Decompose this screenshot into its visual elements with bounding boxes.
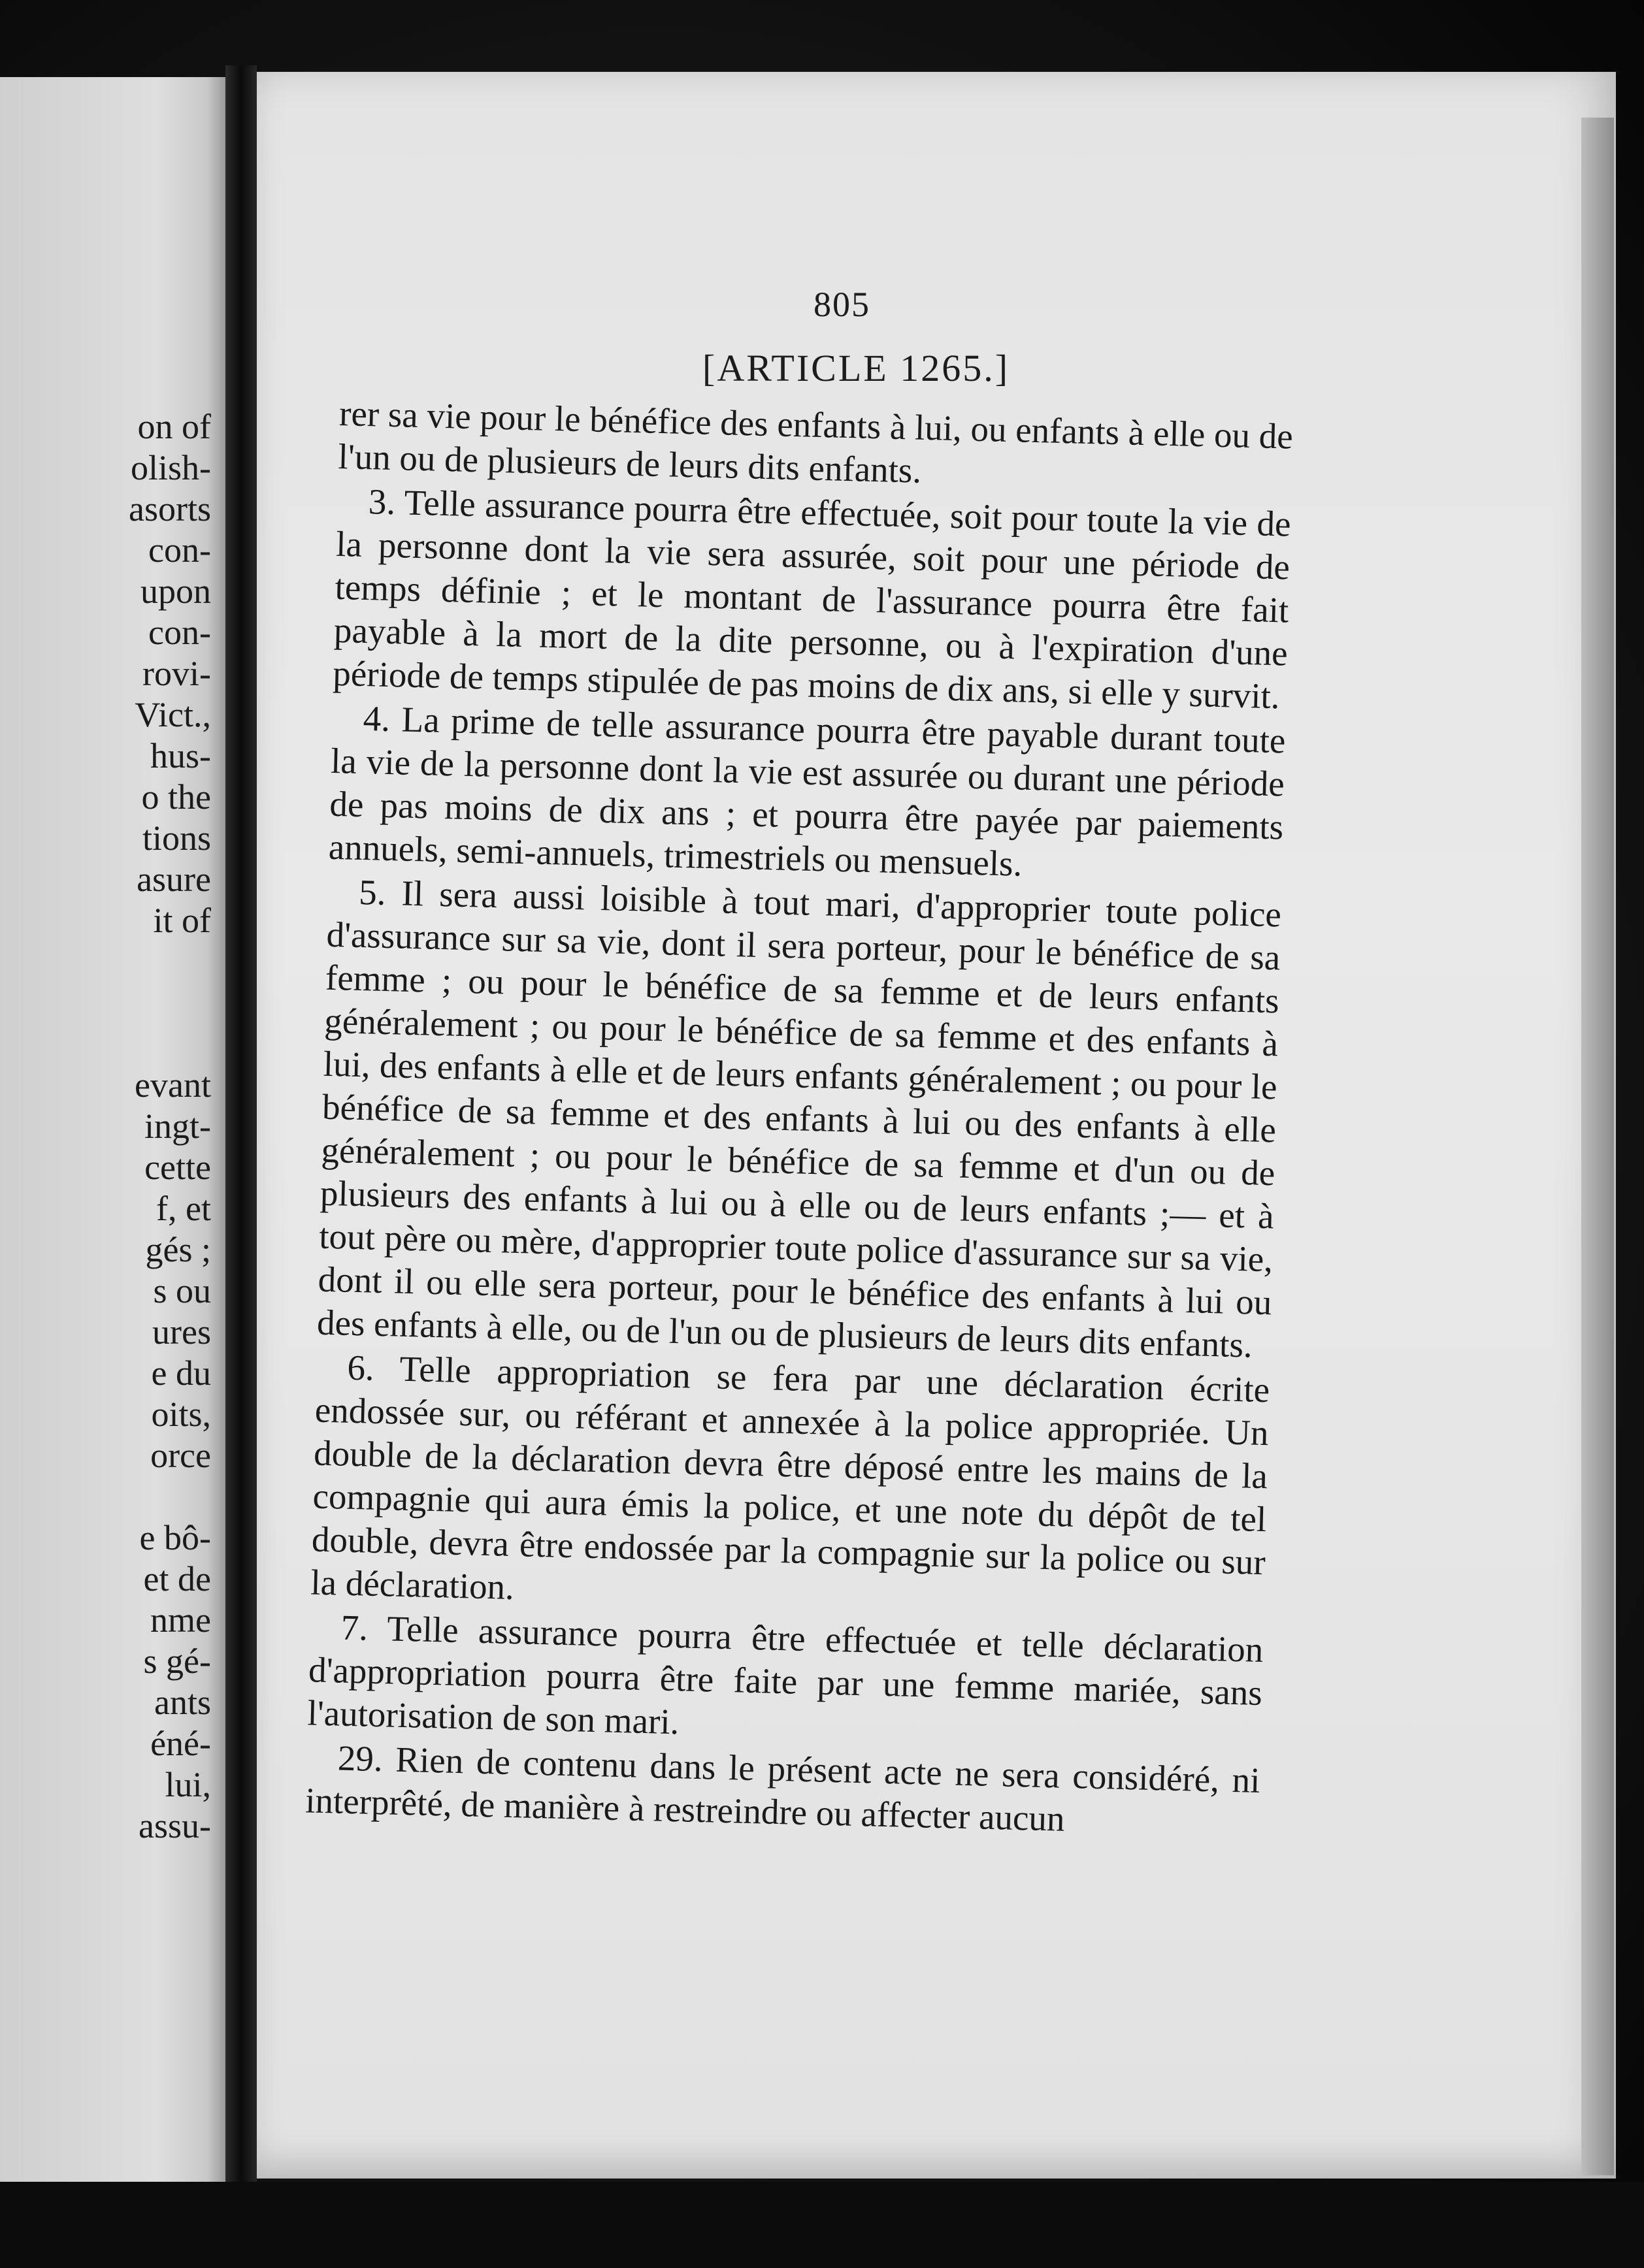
left-page-line: éné- (150, 1724, 211, 1763)
article-body (304, 392, 1293, 1847)
left-page-line: evant (135, 1065, 211, 1105)
left-page-line: f, et (156, 1189, 211, 1228)
paragraph-4: 4. La prime de telle assurance pourra être payable durant toute la vie de la personne dont la vie est assurée ou durant une période de pas moins de dix ans ; et pourra être payée par paiements annuels, semi-annuels, trimestriels ou mensuels. (328, 698, 1287, 884)
left-page-line: et de (143, 1559, 211, 1598)
left-page-line: on of (137, 407, 211, 446)
left-page-line: con- (148, 530, 211, 570)
book-gutter (225, 65, 257, 2208)
left-page-line: s gé- (143, 1642, 211, 1681)
page-edge-shadow (1581, 118, 1614, 2175)
left-page-line: Vict., (135, 695, 211, 734)
left-page-line: e du (151, 1353, 211, 1393)
paragraph-3: 3. Telle assurance pourra être effectuée, soit pour toute la vie de la personne dont la vie sera assurée, soit pour une période de temps définie ; et le montant de l'assurance pourra être fait payable à la mort de la dite personne, ou à l'expiration d'une période de temps stipulée de pas moins de dix ans, si elle y survit. (332, 481, 1292, 717)
left-page-line: o the (141, 777, 211, 817)
left-page-line: ingt- (144, 1107, 211, 1146)
left-page-line: ants (154, 1683, 211, 1722)
paragraph-continuation: rer sa vie pour le bénéfice des enfants à lui, ou enfants à elle ou de l'un ou de plusieurs de leurs dits enfants. (337, 393, 1294, 491)
left-page-line: assu- (139, 1806, 211, 1845)
left-page-line: e bô- (139, 1518, 211, 1557)
scan-bottom-edge (0, 2182, 1644, 2268)
left-page-line: nme (150, 1600, 211, 1640)
paragraph-6: 6. Telle appropriation se fera par une déclaration écrite endossée sur, ou référant et annexée à la police appropriée. Un double de la déclaration devra être déposé entre les mains de la compagnie qui aura émis la police, et une note du dépôt de tel double, devra être endossée par la compagnie sur la police ou sur la déclaration. (310, 1347, 1270, 1608)
left-page-line: con- (148, 613, 211, 652)
paragraph-5: 5. Il sera aussi loisible à tout mari, d'approprier toute police d'assurance sur sa vie, dont il sera porteur, pour le bénéfice de sa femme ; ou pour le bénéfice de sa femme et de leurs enfants généralement ; ou pour le bénéfice de sa femme et des enfants à lui, des enfants à elle et de leurs enfants généralement ; ou pour le bénéfice de sa femme et des enfants à lui ou des enfants à elle généralement ; ou pour le bénéfice de sa femme et d'un ou de plusieurs des enfants à lui ou à elle ou de leurs enfants ;— et à tout père ou mère, d'approprier toute police d'assurance sur sa vie, dont il ou elle sera porteur, pour le bénéfice des enfants à lui ou des enfants à elle, ou de l'un ou de plusieurs de leurs dits enfants. (316, 871, 1282, 1365)
left-page-line: hus- (150, 736, 211, 775)
previous-page-fragment (0, 77, 225, 2194)
left-page-line: asorts (129, 489, 211, 528)
left-page-line: ures (152, 1312, 211, 1352)
left-page-line: upon (140, 572, 211, 611)
left-page-line: olish- (130, 448, 211, 487)
page-number: 805 (814, 285, 870, 324)
paragraph-7: 7. Telle assurance pourra être effectuée et telle déclaration d'appropriation pourra être faite par une femme mariée, sans l'autorisation de son mari. (306, 1607, 1264, 1742)
paragraph-29: 29. Rien de contenu dans le présent acte ne sera considéré, ni interprêté, de manière à restreindre ou affecter aucun (304, 1738, 1261, 1839)
left-page-line: lui, (165, 1765, 211, 1804)
left-page-line: cette (144, 1148, 211, 1187)
left-page-line: asure (137, 860, 211, 899)
left-page-line: s ou (153, 1271, 211, 1310)
left-page-line: gés ; (145, 1230, 211, 1269)
left-page-line: rovi- (142, 654, 211, 693)
left-page-line: oits, (151, 1395, 211, 1434)
left-page-line: orce (150, 1436, 211, 1475)
article-heading: [ARTICLE 1265.] (702, 347, 1010, 389)
left-page-line: tions (142, 818, 211, 858)
left-page-line: it of (153, 901, 211, 940)
